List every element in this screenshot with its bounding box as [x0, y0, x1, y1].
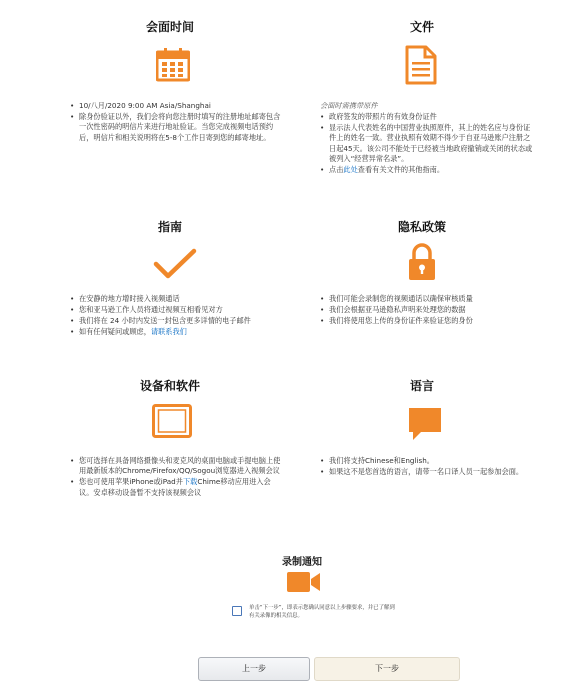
list-item: • 我们将使用您上传的身份证件来验证您的身份	[320, 316, 534, 326]
contact-prefix: 如有任何疑问或顾虑，	[79, 326, 151, 336]
document-icon	[405, 45, 437, 85]
list-item	[70, 477, 282, 498]
list-item: • 我们会根据亚马逊隐私声明来处理您的数据	[320, 305, 534, 315]
contact-us-link[interactable]: 请联系我们	[150, 326, 187, 336]
list-item: • 政府签发的带照片的有效身份证件	[320, 112, 534, 122]
next-button[interactable]: 下一步	[314, 657, 460, 681]
checkmark-icon	[153, 248, 197, 280]
documents-subnote: 会面时需携带原件	[320, 101, 378, 110]
video-camera-icon	[287, 571, 321, 593]
list-item: • 您可选择在具备网络摄像头和麦克风的桌面电脑或手提电脑上使用最新版本的Chrome/Firefox/QQ/Sogou浏览器进入视频会议	[70, 456, 282, 477]
language-list	[320, 456, 534, 478]
documents-list	[320, 112, 534, 176]
meeting-time-list	[70, 101, 282, 144]
calendar-icon	[156, 48, 190, 82]
language-title: 语言	[409, 379, 434, 393]
documents-guide-link[interactable]: 此处	[343, 165, 358, 175]
documents-title: 文件	[409, 20, 434, 34]
list-item: • 我们将在 24 小时内发送一封包含更多详情的电子邮件	[70, 316, 282, 326]
tablet-icon	[152, 404, 192, 438]
guide-list	[70, 294, 282, 338]
lock-icon	[408, 243, 436, 281]
list-item: • 除身份验证以外，我们会将向您注册时填写的注册地址邮寄包含一次性密码的明信片来进行地址验证。当您完成视频电话预约后，明信片和相关说明将在5-8个工作日寄到您的邮寄地址。	[70, 112, 282, 143]
devices-title: 设备和软件	[139, 379, 200, 393]
list-item: • 在安静的地方增时接入视频通话	[70, 294, 282, 304]
recording-title: 录制通知	[282, 557, 322, 568]
download-link[interactable]: 下载	[182, 477, 198, 487]
privacy-title: 隐私政策	[397, 220, 446, 234]
list-item: • 我们可能会录制您的视频通话以确保审核质量	[320, 294, 534, 304]
list-item: • 如果这不是您首选的语言，请带一名口译人员一起参加会面。	[320, 467, 534, 477]
speech-bubble-icon	[408, 407, 442, 441]
recording-consent-checkbox[interactable]	[232, 606, 242, 616]
list-item: • 我们将支持Chinese和English。	[320, 456, 534, 466]
click-prefix: 点击	[329, 165, 344, 175]
devices-list	[70, 456, 282, 499]
mobile-prefix: 您也可使用苹果iPhone或iPad并	[79, 477, 183, 487]
list-item: • 您和亚马逊工作人员将通过视频互相看见对方	[70, 305, 282, 315]
mobile-suffix: Chime移动应用进入会议。安卓移动设备暂不支持该视频会议	[79, 477, 271, 497]
recording-consent-text: 单击“下一步”，即表示您确认同意以上步骤要求，并已了解到有关录像的相关信息。	[249, 605, 395, 619]
guide-title: 指南	[157, 220, 182, 234]
list-item: • 10/八月/2020 9:00 AM Asia/Shanghai	[70, 101, 282, 111]
list-item	[320, 165, 534, 175]
list-item	[70, 327, 282, 337]
privacy-list	[320, 294, 534, 327]
click-suffix: 查看有关文件的其他指南。	[357, 165, 445, 175]
meeting-time-title: 会面时间	[145, 20, 194, 34]
previous-button[interactable]: 上一步	[198, 657, 310, 681]
list-item: • 显示法人代表姓名的中国营业执照原件，其上的姓名应与身份证件上的姓名一致。营业执照有效期不得少于自亚马逊账户注册之日起45天。该公司不能处于已经被当地政府撤销或关闭的状态或被列入“经营异常名录”。	[320, 123, 534, 165]
